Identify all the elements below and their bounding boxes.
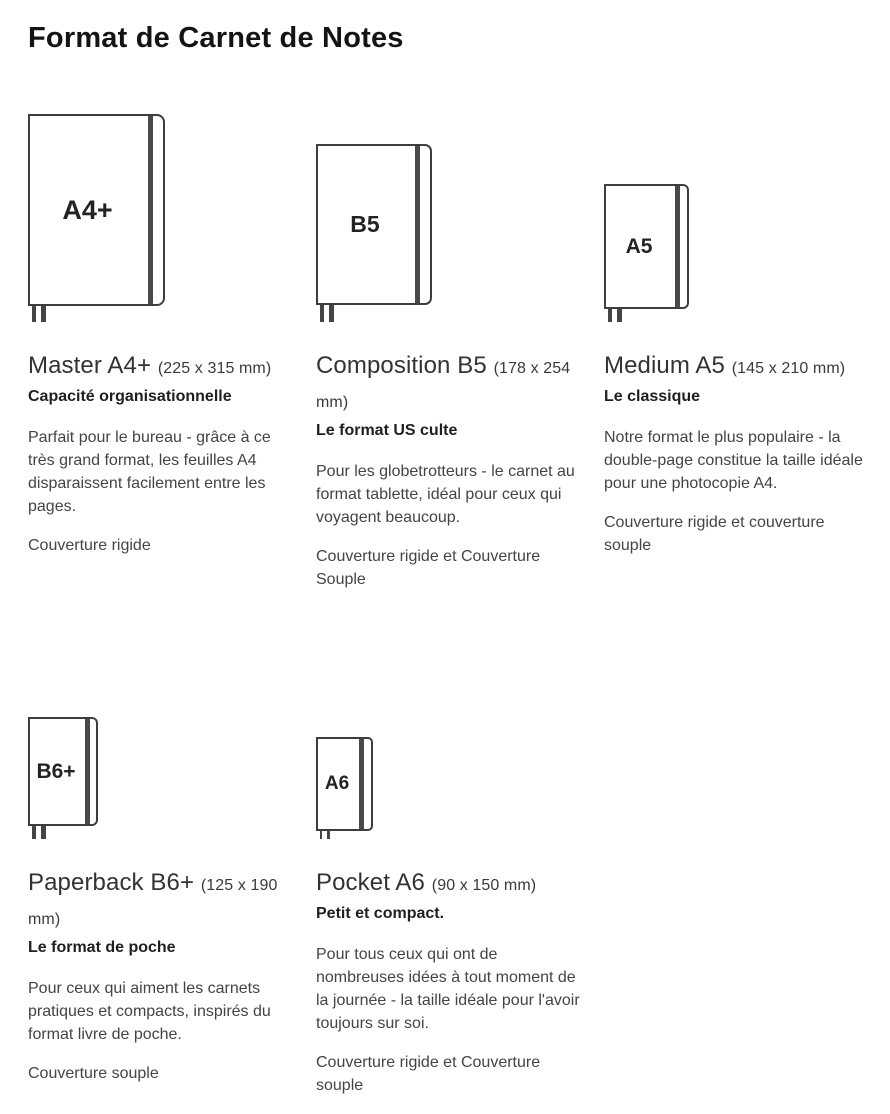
notebook-cover-options: Couverture souple — [28, 1065, 159, 1083]
notebook-dimensions: (125 x 190 mm) — [28, 877, 278, 929]
notebook-dimensions: (145 x 210 mm) — [731, 360, 846, 378]
notebook-tagline: Petit et compact. — [316, 905, 445, 923]
bookmark-ribbon-icon — [41, 306, 46, 322]
bookmark-ribbons — [316, 831, 373, 839]
notebook-cover-options: Couverture rigide — [28, 537, 151, 555]
notebook-name — [316, 867, 583, 901]
notebook-cover — [316, 737, 373, 831]
notebook-cover — [28, 114, 165, 306]
notebook-card-paperback-b6plus — [28, 715, 295, 1085]
notebook-tagline: Le classique — [604, 388, 701, 406]
notebook-format-label: B5 — [350, 211, 380, 238]
notebook-description: Pour les globetrotteurs - le carnet au format tablette, idéal pour ceux qui voyagent beaucoup. — [316, 463, 575, 527]
bookmark-ribbons — [316, 305, 432, 322]
bookmark-ribbon-icon — [32, 826, 36, 839]
notebook-name-text: Paperback B6+ — [28, 869, 195, 897]
notebook-name — [28, 350, 295, 384]
bookmark-ribbon-icon — [327, 831, 330, 839]
notebook-illustration — [316, 715, 583, 839]
notebook-cover — [316, 144, 432, 305]
notebook-card-pocket-a6 — [316, 715, 583, 1097]
notebook-cover-options: Couverture rigide et couverture souple — [604, 514, 825, 555]
notebook-tagline: Le format de poche — [28, 939, 176, 957]
bookmark-ribbon-icon — [320, 305, 324, 322]
notebook-cover-options: Couverture rigide et Couverture Souple — [316, 548, 541, 589]
notebook-card-master-a4plus — [28, 112, 295, 557]
notebook-graphic — [28, 717, 98, 839]
bookmark-ribbon-icon — [41, 826, 46, 839]
notebook-format-label: A5 — [625, 234, 653, 258]
notebook-description: Pour tous ceux qui ont de nombreuses idées à tout moment de la journée - la taille idéale pour l'avoir toujours sur soi. — [316, 946, 580, 1033]
notebook-format-label: B6+ — [36, 759, 76, 783]
notebook-cover — [604, 184, 689, 309]
notebook-graphic — [28, 114, 165, 322]
notebook-tagline: Capacité organisationnelle — [28, 388, 232, 406]
notebook-name — [604, 350, 871, 384]
bookmark-ribbon-icon — [32, 306, 36, 322]
page-title: Format de Carnet de Notes — [28, 22, 404, 54]
notebook-dimensions: (90 x 150 mm) — [431, 877, 537, 895]
elastic-band-icon — [675, 186, 680, 307]
bookmark-ribbon-icon — [617, 309, 622, 322]
notebook-graphic — [316, 144, 432, 322]
notebook-card-composition-b5 — [316, 112, 583, 591]
notebook-format-label: A6 — [324, 773, 350, 795]
notebook-tagline: Le format US culte — [316, 422, 458, 440]
notebook-description: Notre format le plus populaire - la double-page constitue la taille idéale pour une photocopie A4. — [604, 429, 863, 493]
notebook-illustration — [316, 112, 583, 322]
elastic-band-icon — [359, 739, 364, 829]
notebook-format-label: A4+ — [62, 194, 113, 225]
bookmark-ribbons — [28, 826, 98, 839]
notebook-dimensions: (178 x 254 mm) — [316, 360, 571, 412]
notebook-name — [316, 350, 583, 418]
notebook-illustration — [28, 715, 295, 839]
elastic-band-icon — [415, 146, 420, 303]
notebook-name-text: Pocket A6 — [316, 869, 425, 897]
bookmark-ribbon-icon — [320, 831, 322, 839]
notebook-illustration — [604, 112, 871, 322]
bookmark-ribbon-icon — [329, 305, 334, 322]
notebook-graphic — [316, 737, 373, 839]
bookmark-ribbons — [604, 309, 689, 322]
notebook-description: Pour ceux qui aiment les carnets pratiques et compacts, inspirés du format livre de poche. — [28, 980, 271, 1044]
notebook-cover — [28, 717, 98, 826]
bookmark-ribbon-icon — [608, 309, 612, 322]
bookmark-ribbons — [28, 306, 165, 322]
notebook-name-text: Composition B5 — [316, 352, 487, 380]
notebook-card-medium-a5 — [604, 112, 871, 557]
elastic-band-icon — [148, 116, 153, 304]
format-grid — [28, 112, 870, 1097]
notebook-cover-options: Couverture rigide et Couverture souple — [316, 1054, 541, 1095]
notebook-name-text: Medium A5 — [604, 352, 725, 380]
notebook-description: Parfait pour le bureau - grâce à ce très grand format, les feuilles A4 disparaissent facilement entre les pages. — [28, 429, 271, 516]
notebook-dimensions: (225 x 315 mm) — [157, 360, 272, 378]
notebook-name-text: Master A4+ — [28, 352, 152, 380]
notebook-illustration — [28, 112, 295, 322]
notebook-graphic — [604, 184, 689, 322]
elastic-band-icon — [85, 719, 90, 824]
notebook-name — [28, 867, 295, 935]
